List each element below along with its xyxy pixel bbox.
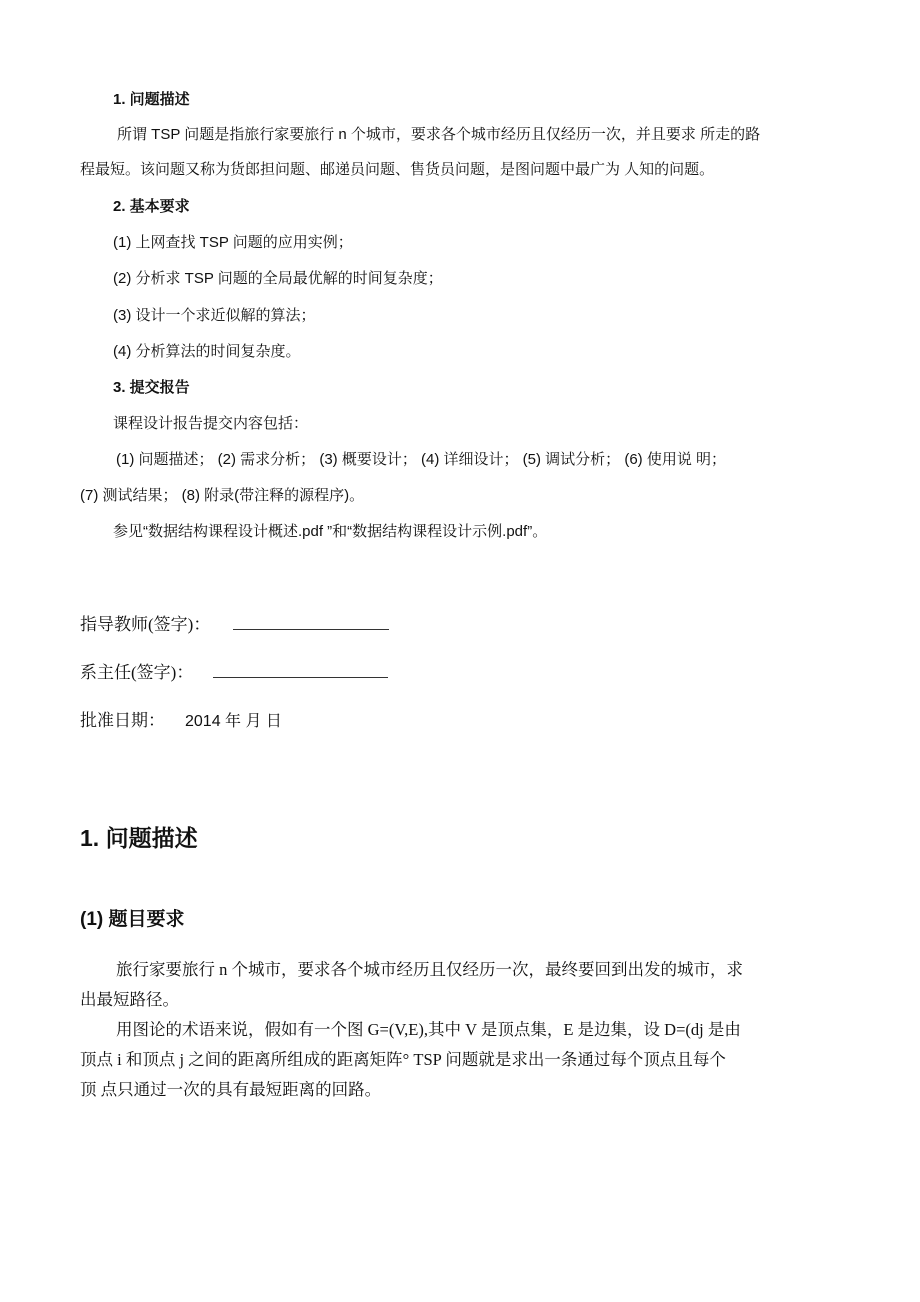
task-heading-report: 3. 提交报告 — [113, 379, 190, 396]
requirement-item: (1) 上网查找 TSP 问题的应用实例； — [113, 234, 353, 251]
advisor-signature-label: 指导教师(签字)： — [80, 615, 211, 634]
requirement-item: (2) 分析求 TSP 问题的全局最优解的时间复杂度； — [113, 270, 443, 287]
approval-date-value: 2014 年 月 日 — [185, 713, 282, 730]
report-paragraph-2-line-2: 顶点 i 和顶点 j 之间的距离所组成的距离矩阵° TSP 问题就是求出一条通过每个顶点且每个 — [80, 1050, 726, 1069]
report-paragraph-1-line-1: 旅行家要旅行 n 个城市，要求各个城市经历且仅经历一次，最终要回到出发的城市，求 — [116, 960, 743, 979]
report-subheading: (1) 题目要求 — [80, 909, 185, 930]
report-contents-line-1: (1) 问题描述； (2) 需求分析； (3) 概要设计； (4) 详细设计； (5) 调试分析； (6) 使用说 明； — [116, 451, 727, 468]
report-contents-line-2: (7) 测试结果； (8) 附录(带注释的源程序)。 — [80, 487, 365, 504]
dean-signature-label: 系主任(签字)： — [80, 663, 194, 682]
report-paragraph-2-line-1: 用图论的术语来说，假如有一个图 G=(V,E),其中 V 是顶点集，E 是边集，设 D=(dj 是由 — [116, 1020, 741, 1039]
approval-date-label: 批准日期： — [80, 711, 165, 730]
task-problem-line-1: 所谓 TSP 问题是指旅行家要旅行 n 个城市，要求各个城市经历且仅经历一次，并且要求 所走的路 — [117, 126, 761, 143]
approval-date-row — [80, 706, 282, 731]
report-paragraph-1-line-2: 出最短路径。 — [80, 990, 179, 1009]
dean-signature-row — [80, 658, 388, 683]
requirement-item: (4) 分析算法的时间复杂度。 — [113, 343, 301, 360]
advisor-signature-row — [80, 610, 389, 635]
task-heading-problem: 1. 问题描述 — [113, 91, 190, 108]
report-heading: 1. 问题描述 — [80, 825, 198, 851]
task-problem-line-2: 程最短。该问题又称为货郎担问题、邮递员问题、售货员问题，是图问题中最广为 人知的问题。 — [80, 161, 715, 178]
report-paragraph-2-line-3: 顶 点只通过一次的具有最短距离的回路。 — [80, 1080, 382, 1099]
report-intro: 课程设计报告提交内容包括： — [113, 415, 309, 432]
report-reference: 参见“数据结构课程设计概述.pdf ”和“数据结构课程设计示例.pdf”。 — [113, 523, 548, 540]
requirement-item: (3) 设计一个求近似解的算法； — [113, 307, 316, 324]
task-heading-requirements: 2. 基本要求 — [113, 198, 190, 215]
advisor-signature-line — [233, 615, 389, 630]
dean-signature-line — [213, 663, 388, 678]
